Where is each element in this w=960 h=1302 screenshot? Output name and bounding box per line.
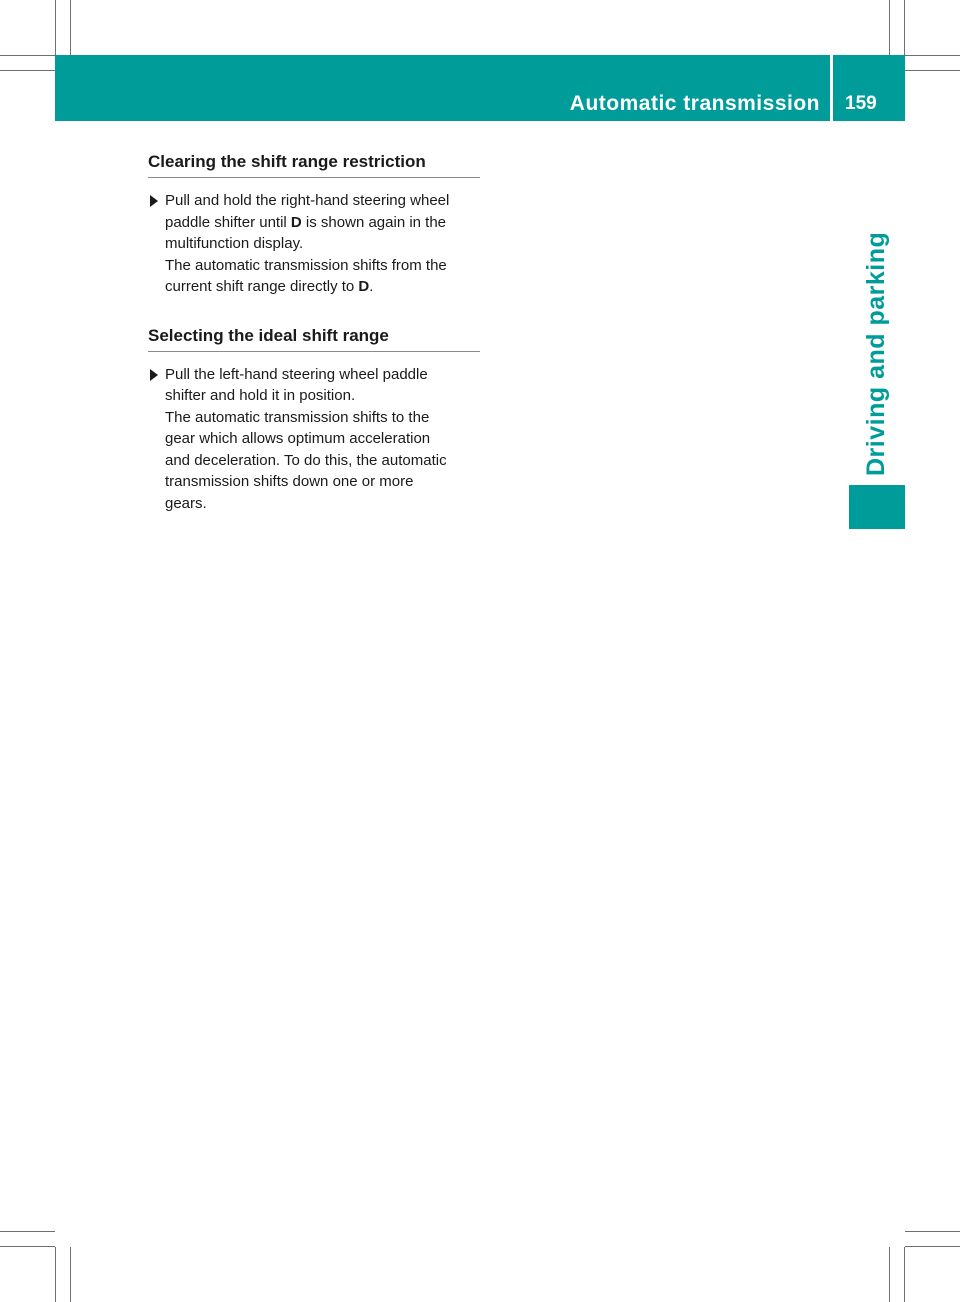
section-ideal-shift-range [148,324,480,515]
text-line [165,255,480,277]
text-run: current shift range directly to [165,278,359,295]
text-run: Pull and hold the right-hand steering wheel [165,192,450,209]
section-heading: Selecting the ideal shift range [148,324,480,352]
crop-mark [0,1231,55,1232]
text-run: . [369,278,374,295]
text-line: gears. [165,494,207,512]
side-tab-block [849,485,905,529]
text-line: transmission shifts down one or more [165,473,414,490]
text-line: shifter and hold it in position. [165,387,356,404]
text-run: is shown again in the [301,213,447,231]
text-run: paddle shifter until [165,213,291,231]
crop-mark [905,1231,960,1232]
crop-mark [0,1246,55,1247]
section-clearing-restriction [148,150,480,298]
text-line [165,276,480,298]
main-content [148,150,480,514]
crop-mark [889,1247,890,1302]
instruction-item [148,364,480,515]
crop-mark [905,70,960,71]
gear-indicator-d: D [290,213,302,231]
instruction-item [148,190,480,298]
text-run: The automatic transmission shifts from the [165,256,447,274]
crop-mark [904,1247,905,1302]
text-run: multifunction display. [165,235,304,252]
bullet-arrow-icon [150,195,158,207]
crop-mark [904,0,905,55]
crop-mark [0,55,55,56]
text-line [165,233,480,255]
gear-indicator-d: D [358,278,370,295]
page-number: 159 [845,93,877,114]
side-tab-label: Driving and parking [862,231,890,476]
crop-mark [70,1247,71,1302]
crop-mark [55,0,56,55]
crop-mark [0,70,55,71]
text-line [165,212,480,234]
text-line [165,190,480,212]
text-line: Pull the left-hand steering wheel paddle [165,365,428,383]
text-line: gear which allows optimum acceleration [165,430,431,447]
text-line: The automatic transmission shifts to the [165,408,430,426]
crop-mark [889,0,890,55]
crop-mark [70,0,71,55]
bullet-arrow-icon [150,369,158,381]
header-separator [830,55,833,121]
text-line: and deceleration. To do this, the automatic [165,451,447,469]
crop-mark [905,1246,960,1247]
chapter-title: Automatic transmission [569,92,820,115]
crop-mark [905,55,960,56]
crop-mark [55,1247,56,1302]
section-heading: Clearing the shift range restriction [148,150,480,178]
